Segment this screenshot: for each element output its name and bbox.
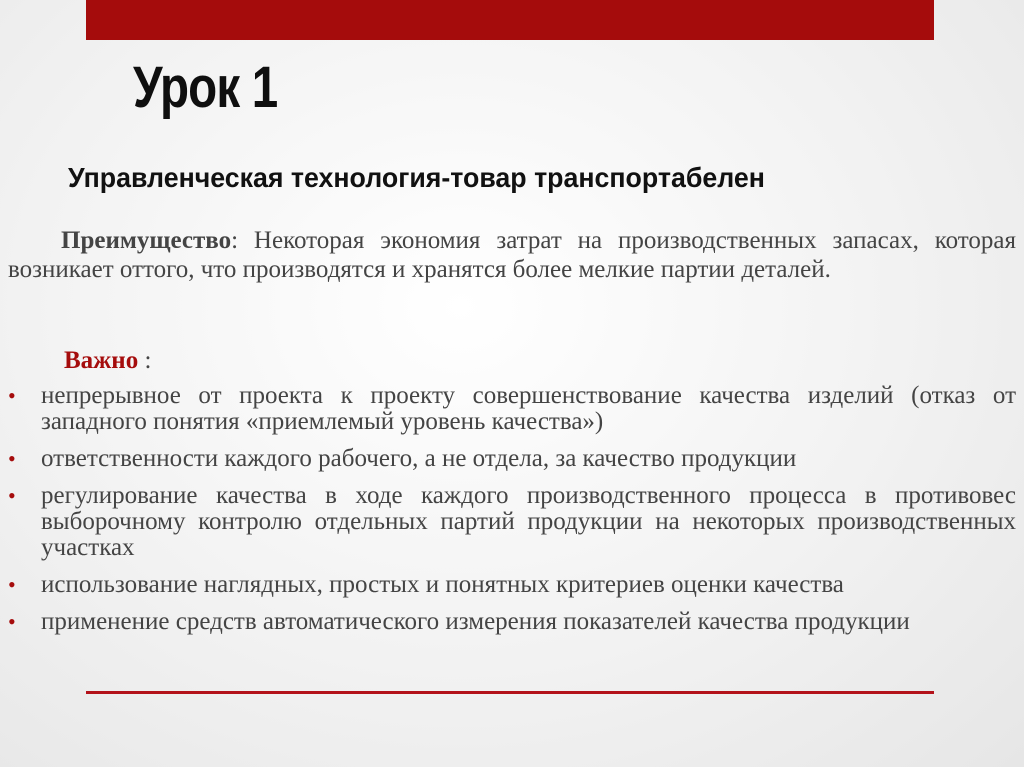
- important-heading: [64, 346, 151, 375]
- bottom-divider-line: [86, 691, 934, 694]
- top-accent-bar: [86, 0, 934, 40]
- advantage-label: Преимущество: [61, 227, 232, 254]
- bullet-dot-icon: •: [8, 446, 16, 471]
- list-item: [8, 383, 1016, 435]
- list-item: [8, 609, 1016, 635]
- slide-title: Урок 1: [133, 55, 278, 120]
- bullet-text: непрерывное от проекта к проекту совершенствование качества изделий (отказ от западного понятия «приемлемый уровень качества»): [41, 382, 1016, 435]
- slide-subtitle: Управленческая технология-товар транспортабелен: [68, 162, 765, 193]
- bullet-dot-icon: •: [8, 483, 16, 508]
- bullet-text: использование наглядных, простых и понятных критериев оценки качества: [41, 571, 844, 598]
- advantage-text: : Некоторая экономия затрат на производственных запасах, которая возникает оттого, что производятся и хранятся более мелкие партии деталей.: [8, 227, 1016, 283]
- bullet-list: [8, 383, 1016, 646]
- bullet-text: применение средств автоматического измерения показателей качества продукции: [41, 608, 910, 635]
- important-label: Важно: [64, 347, 139, 374]
- list-item: [8, 446, 1016, 472]
- bullet-dot-icon: •: [8, 383, 16, 408]
- bullet-dot-icon: •: [8, 572, 16, 597]
- important-colon: :: [138, 347, 152, 374]
- list-item: [8, 572, 1016, 598]
- advantage-paragraph: [8, 226, 1016, 284]
- list-item: [8, 483, 1016, 561]
- bullet-text: регулирование качества в ходе каждого производственного процесса в противовес выборочному контролю отдельных партий продукции на некоторых производственных участках: [41, 482, 1016, 561]
- bullet-dot-icon: •: [8, 609, 16, 634]
- bullet-text: ответственности каждого рабочего, а не отдела, за качество продукции: [41, 445, 797, 472]
